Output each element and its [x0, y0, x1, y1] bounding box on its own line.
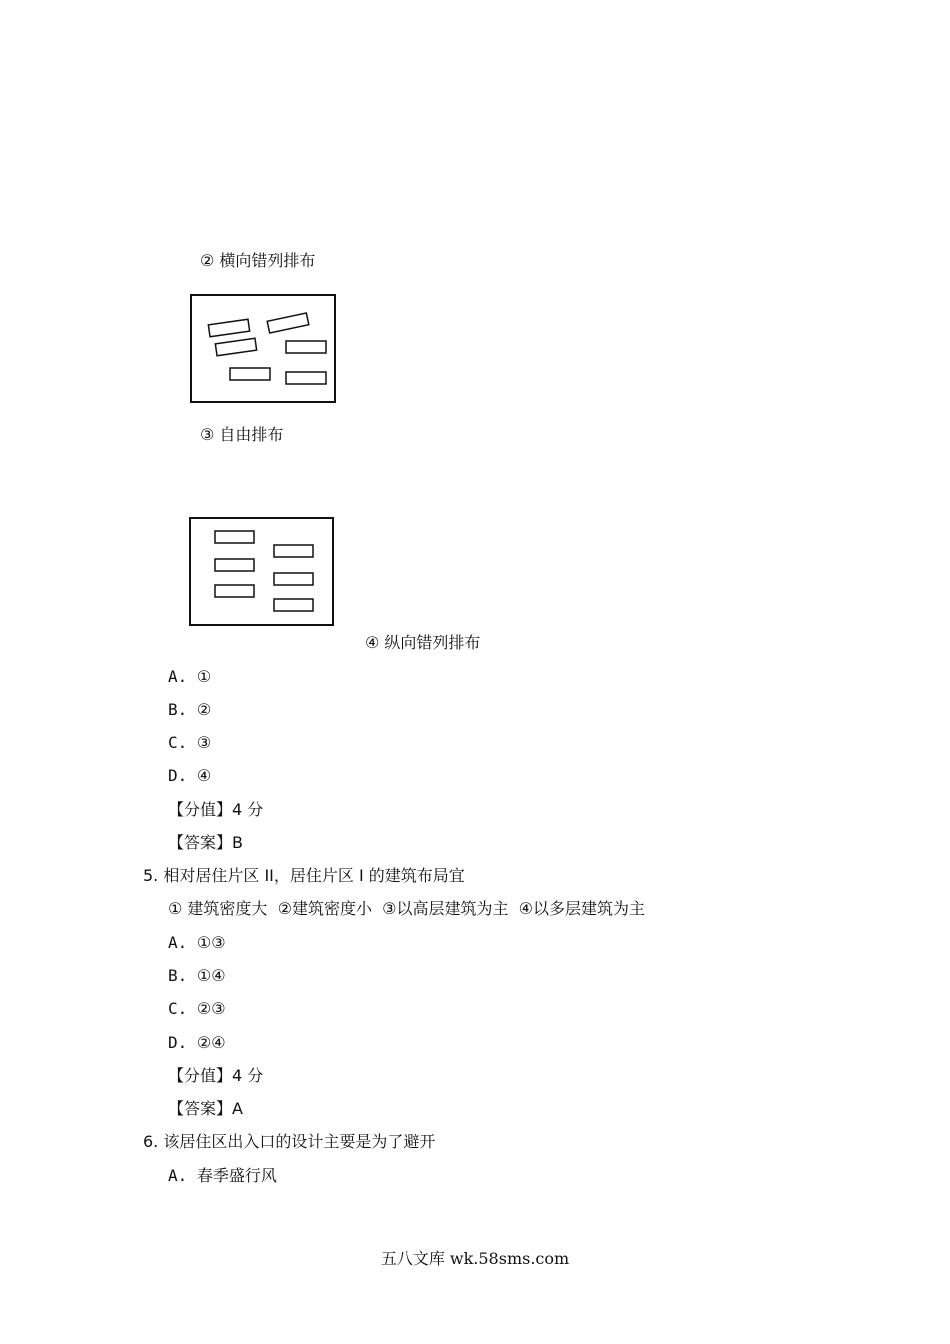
building-block: [215, 338, 256, 355]
site-boundary: [191, 295, 335, 402]
building-block: [274, 599, 313, 611]
q5-option-a: A. ①③: [168, 933, 226, 952]
figure-3-caption: ③ 自由排布: [200, 425, 284, 444]
building-block: [267, 313, 309, 333]
q5-answer: 【答案】A: [168, 1099, 243, 1118]
figure-3-diagram: [190, 294, 338, 406]
q6-option-a: A. 春季盛行风: [168, 1166, 277, 1185]
figure-4-diagram: [189, 517, 337, 629]
q5-option-c: C. ②③: [168, 999, 226, 1018]
page-footer: 五八文库 wk.58sms.com: [380, 1249, 570, 1268]
building-block: [215, 559, 254, 571]
q4-score: 【分值】4 分: [168, 800, 264, 819]
q5-stem: 5. 相对居住片区 II，居住片区 I 的建筑布局宜: [143, 866, 465, 885]
q4-option-c: C. ③: [168, 733, 212, 752]
q4-option-a: A. ①: [168, 667, 212, 686]
q5-option-d: D. ②④: [168, 1033, 226, 1052]
figure-2-caption: ② 横向错列排布: [200, 251, 316, 270]
site-boundary: [190, 518, 333, 625]
building-block: [208, 319, 249, 336]
q4-option-b: B. ②: [168, 700, 212, 719]
building-block: [274, 573, 313, 585]
building-block: [274, 545, 313, 557]
building-block: [230, 368, 270, 380]
q6-stem: 6. 该居住区出入口的设计主要是为了避开: [143, 1132, 436, 1151]
q4-answer: 【答案】B: [168, 833, 243, 852]
q5-score: 【分值】4 分: [168, 1066, 264, 1085]
figure-4-caption: ④ 纵向错列排布: [365, 633, 481, 652]
building-block: [215, 585, 254, 597]
q5-option-b: B. ①④: [168, 966, 226, 985]
q5-statements: ① 建筑密度大 ②建筑密度小 ③以高层建筑为主 ④以多层建筑为主: [168, 899, 645, 918]
building-block: [215, 531, 254, 543]
building-block: [286, 341, 326, 353]
building-block: [286, 372, 326, 384]
q4-option-d: D. ④: [168, 766, 212, 785]
